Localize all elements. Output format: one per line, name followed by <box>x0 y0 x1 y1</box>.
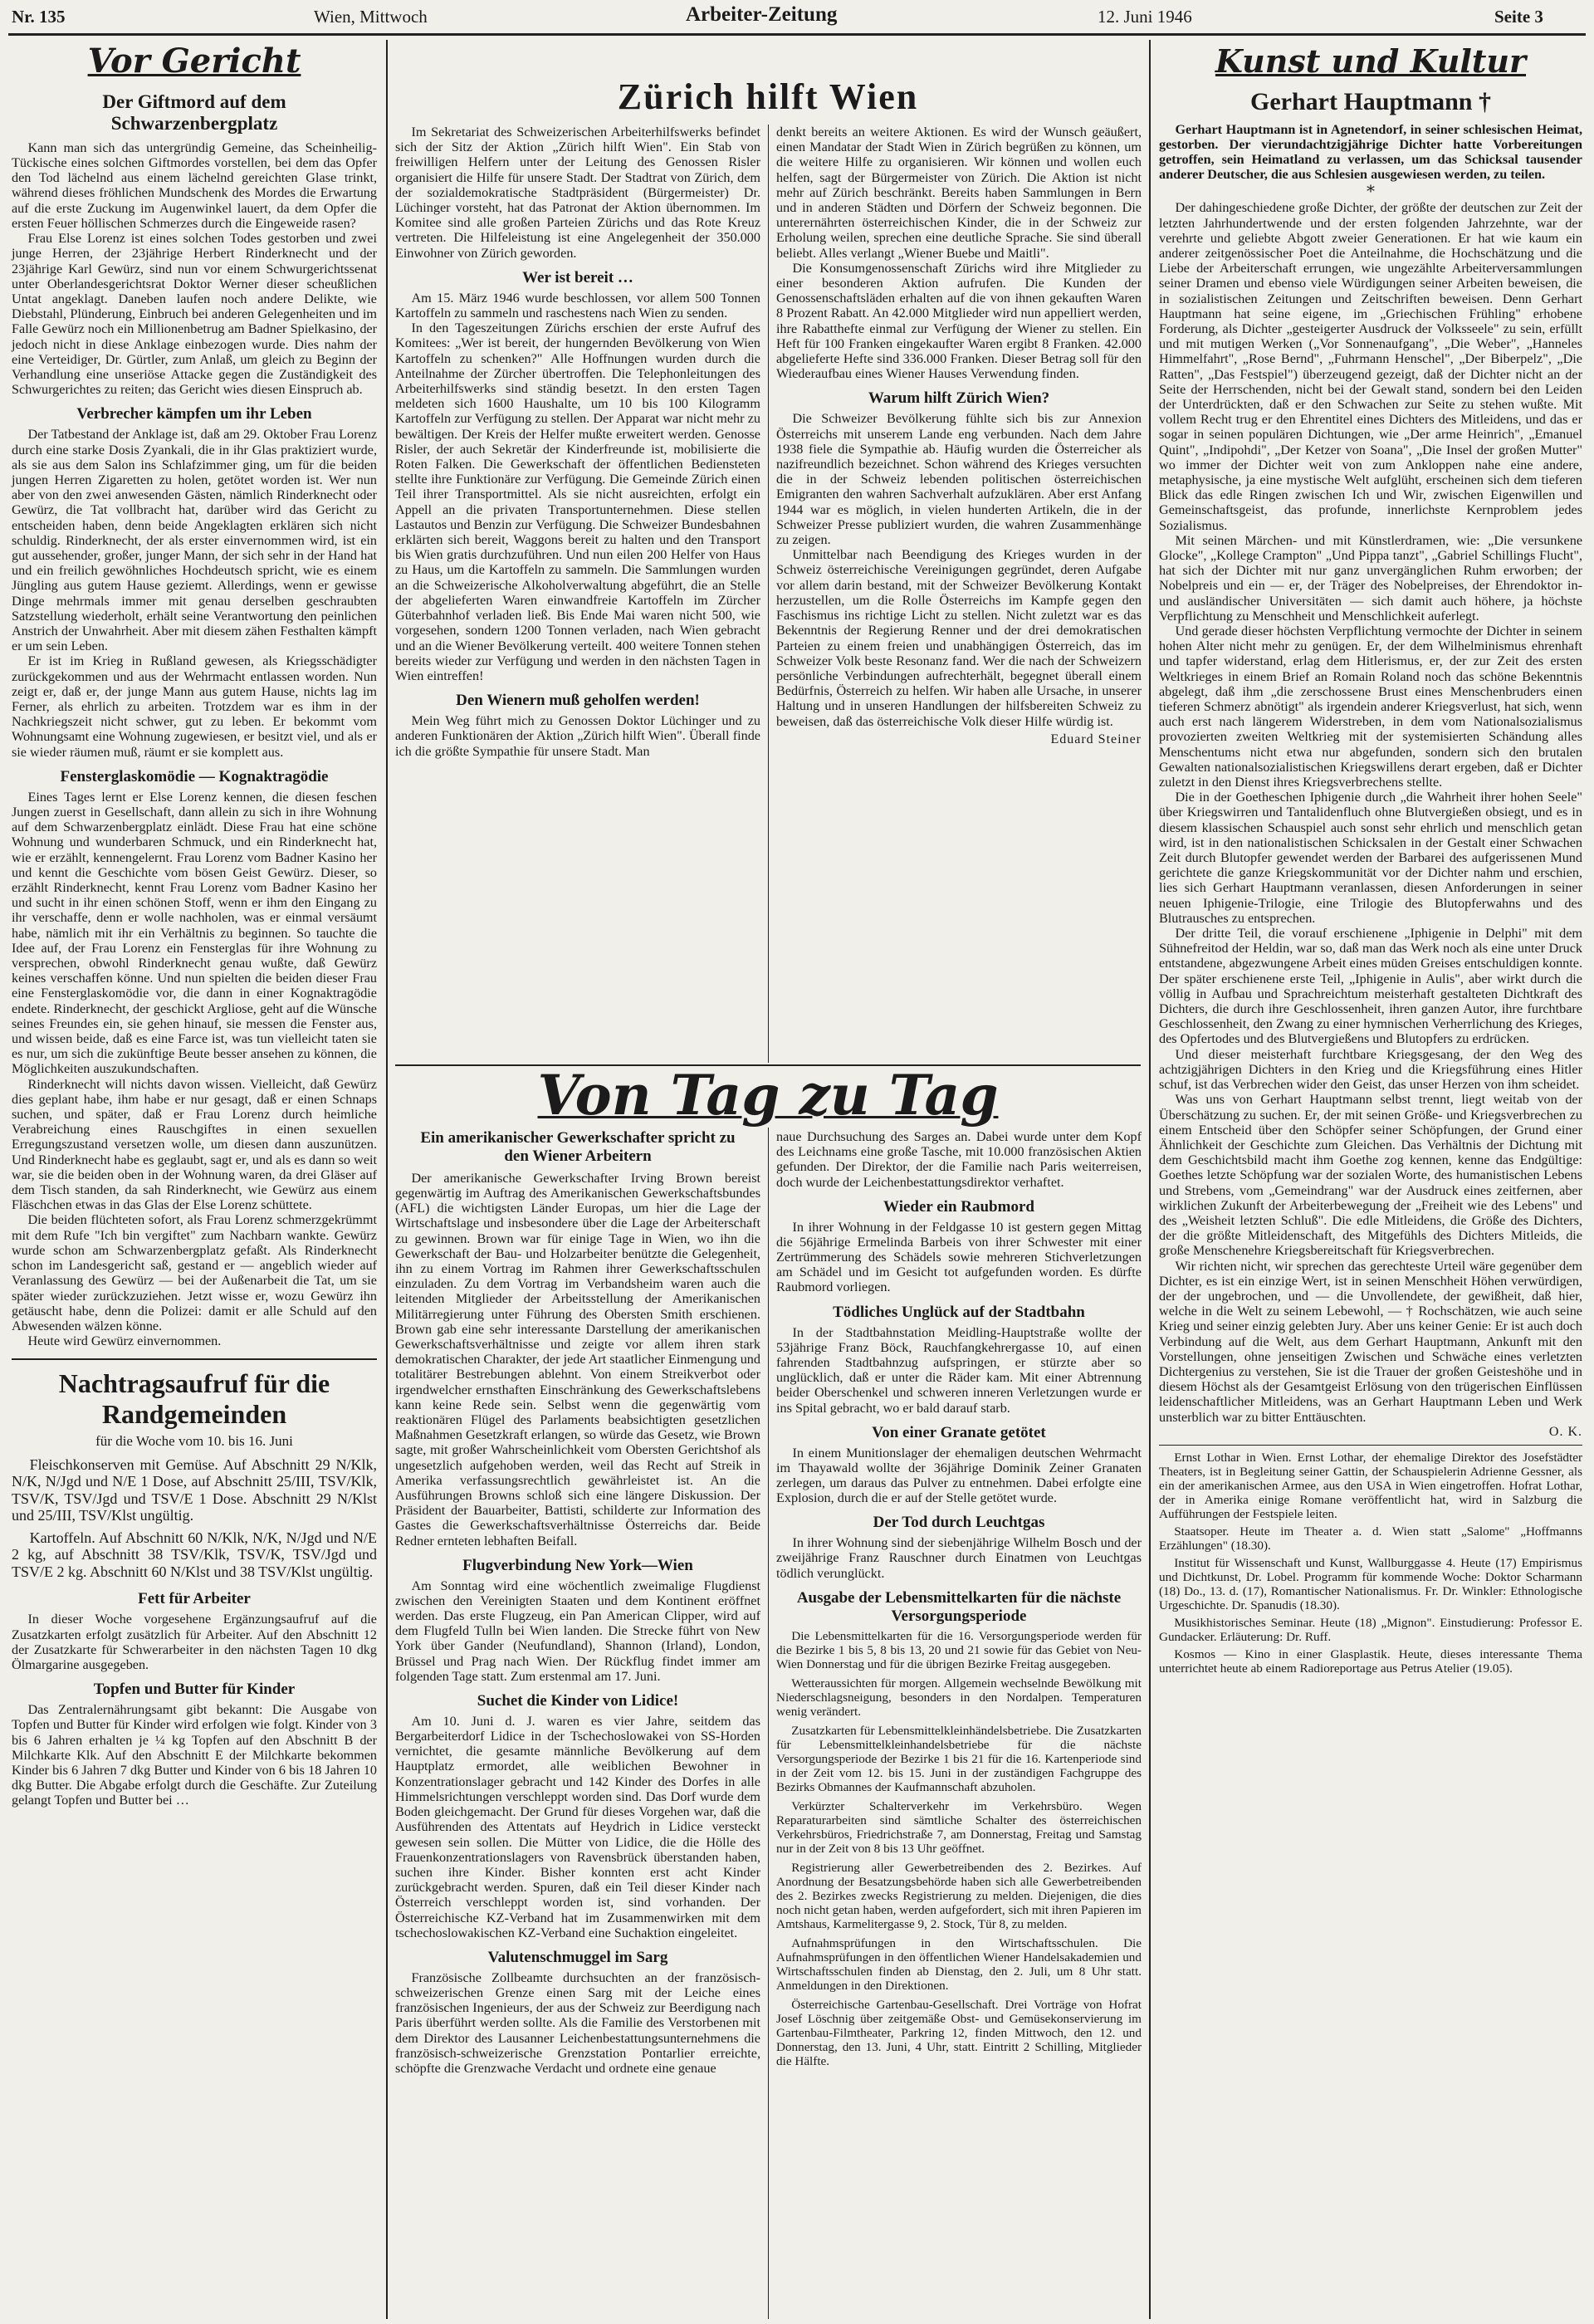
news-title: Suchet die Kinder von Lidice! <box>477 1692 679 1710</box>
section-title-vor-gericht: Vor Gericht <box>87 42 301 81</box>
news-title: Ausgabe der Lebensmittelkarten für die nächste Versorgungsperiode <box>796 1588 1122 1625</box>
page-label: Seite 3 <box>1494 7 1543 27</box>
news-title: Wieder ein Raubmord <box>883 1197 1034 1216</box>
signature: Eduard Steiner <box>1050 731 1142 746</box>
column-rule-vtzt <box>768 1128 769 2319</box>
subheading: Warum hilft Zürich Wien? <box>868 389 1050 408</box>
separator-star: * <box>1367 181 1375 202</box>
zuerich-col-1: Im Sekretariat des Schweizerischen Arbeiterhilfswerks befindet sich der Sitz der Aktion „Zürich hilft Wien". Ein Stab von freiwilligen Helfern unter der Leitung des Genossen Risler organisiert die Hilfe für unsere Stadt. Der Stadtrat von Zürich, dem der sozialdemokratische Stadtpräsident (Bürgermeister) Dr. Lüchinger vorsteht, hat das Patronat der Aktion übernommen. Im Komitee sind alle großen Parteien Zürichs und das Rote Kreuz vertreten. Die Hilfeleistung ist eine Angelegenheit der 350.000 Einwohner von Zürich geworden. Wer ist bereit … Am 15. März 1946 wurde beschlossen, vor allem 500 Tonnen Kartoffeln zu sammeln und raschestens nach Wien zu senden. In den Tageszeitungen Zürichs erschien der erste Aufruf des Komitees: „Wer ist bereit, der hungernden Bevölkerung von Wien Kartoffeln zu schenken?" Alle Hoffnungen wurden durch die Anteilnahme der Zürcher übertroffen. Die Telephonleitungen des Arbeiterhilfswerks sind ständig besetzt. In den ersten Tagen meldeten sich 1600 Haushalte, um 10 bis 100 Kilogramm Kartoffeln zur Verfügung zu stellen. Der Apparat war nicht mehr zu bewältigen. Der Kreis der Helfer mußte erweitert werden. Genosse Risler, der auch Sekretär der Kinderfreunde ist, mobilisierte die Roten Falken. Die Gewerkschaft der öffentlichen Bediensteten stellte ihre Funktionäre zur Verfügung. Die Gemeinde Zürich einen Teil ihrer Transportmittel. Als sie nicht ausreichten, erfolgt ein Appell an die privaten Transportunternehmen. Diese stellen Lastautos und Benzin zur Verfügung. Die Schweizer Bundesbahnen erklärten sich bereit, Waggons bereit zu halten und den Transport bis Wien gratis durchzuführen. Und nun eilen 200 Helfer von Haus zu Haus, um die Kartoffeln zu sammeln. Die Sammlungen wurden an die Schweizerische Alkoholverwaltung abgeführt, die an Stelle der abgelieferten Waren einwandfreie Kartoffeln im Zürcher Güterbahnhof verladen ließ. Bis Ende Mai waren nicht 500, wie vorgesehen, sondern 1200 Tonnen verladen, nach Wien gebracht und an die Wiener Bevölkerung verteilt. 400 weitere Tonnen stehen bereits wieder zur Verfügung und werden in den nächsten Tagen in Wien eintreffen! Den Wienern muß geholfen werden! Mein Weg führt mich zu Genossen Doktor Lüchinger und zu anderen Funktionären der Aktion „Zürich hilft Wien". Überall finde ich die größte Sympathie für unsere Stadt. Man <box>395 125 760 759</box>
news-title: Tödliches Unglück auf der Stadtbahn <box>833 1303 1085 1321</box>
column-rule-left <box>386 40 388 2319</box>
article-body: Der dahingeschiedene große Dichter, der größte der deutschen zur Zeit der letzten Jahrhundertwende und der ersten folgenden Jahrzehnte, war der verehrte und geliebte Abgott zweier Generationen. Er hat wie kaum ein anderer zeitgenössischer Poet die Anteilnahme, die Hochschätzung und die Liebe der Arbeiterschaft errungen, wie ungezählte Arbeiterversammlungen seiner Dramen und ebenso viele Würdigungen seiner Arbeiten beweisen, die in sozialistischen Zeitungen und Zeitschriften beweisen. Denn Gerhart Hauptmann hat seine eigene, im „Griechischen Frühling" erhobene Forderung, als Dichter „gesteigerter Ausdruck der Volksseele" zu sein, erfüllt und mit mutigen Werken („Vor Sonnenaufgang", „Die Weber", „Hanneles Himmelfahrt", „Rose Bernd", „Fuhrmann Henschel", „Der Biberpelz", „Die Ratten", „Das Festspiel") überzeugend gezeigt, daß der Dichter nicht an der Seite der Herrschenden, nicht bei der Gewalt stand, sondern bei den Leiden der Unterdrückten, daß er den Schwachen zur Seite zu stehen wußte. Mit vollem Recht trug er den Ehrentitel eines Dichters des Mitleidens, und das er sogar in seinen populären Dichtungen, wie „Der arme Heinrich", „Emanuel Quint", „Indipohdi", „Der Ketzer von Soana", „Die Insel der großen Mutter" wo immer der Dichter weit von zum Ankloppen nahe eine andere, metaphysische, ja eine mystische Welt aufglüht, erscheinen sich dem tieferen Blick das edle Ringen zwischen Ich und Wir, zwischen Eigenwillen und Gemeinschaftsgeist, das profunde, innerlichste Kernproblem jedes Sozialismus. Mit seinen Märchen- und mit Künstlerdramen, wie: „Die versunkene Glocke", „Kollege Crampton" „Und Pippa tanzt", „Gabriel Schillings Flucht", hat sich der Dichter mit nur ganz unvergänglichen Ruhm erworben; der Nobelpreis und ein — er, der Träger des Nobelpreises, der Ehrendoktor in- und ausländischer Universitäten — sich damit auch höhere, ja höchste Verpflichtung zu Menschheit und Menschlichkeit auferlegt. Und gerade dieser höchsten Verpflichtung vermochte der Dichter in seinem hohen Alter nicht mehr zu genügen. Er, der dem Wilhelminismus ehrenhaft und tapfer widerstand, erlag dem Hitlerismus, er, der zur Zeit des ersten Weltkrieges in einem Brief an Romain Roland noch das schöne Bekenntnis abgelegt, daß ihm „die zerschossene Brust eines Menschenbruders einen tieferen Schmerz abnötigt" als irgendein anderer Kriegsverlust, hat sich, wenn auch erst nach längerem Widerstreben, in dem vom Nationalsozialismus provozierten zweiten Weltkrieg mit der systemisierten Schändung alles Menschentums nicht etwa nur abgefunden, sondern sich den brutalen Gewalten nationalsozialistischen Kriegswillens derart ergeben, daß er Dichter zuletzt in den Dienst ihres Kriegsverbrechens stellte. Die in der Goetheschen Iphigenie durch „die Wahrheit ihrer hohen Seele" über Kriegswirren und Tantalidenfluch ohne Blutvergießen obsiegt, und es in diesem klassischen Schauspiel auch sonst sehr ehrlich und menschlich getan wird, ist in den nationalistischen Schicksalen in der Gestalt einer Schwachen Zeit durch Blutopfer gewendet werden der Barbarei des aufgerissenen Mund gerichtete die ganze Kriegskommunität vor der Dichter nahm und erschien, lies sich Gerhart Hauptmann veranlassen, diesen Anforderungen in seiner neuen Iphigenie-Trilogie, eine Trilogie des Blutopferwahns und des Blutrausches zu entsprechen. Der dritte Teil, die vorauf erschienene „Iphigenie in Delphi" mit dem Sühnefreitod der Heldin, war so, daß man das Werk noch als eine unter Druck entstandene, abgezwungene Arbeit eines müden Greises entschuldigen konnte. Der später erschienene erste Teil, „Iphigenie in Aulis", aber wirkt durch die völlig in Aufbau und Sprachreichtum meisterhaft gestalteten Dichtkraft des Dichters, die durch ihre Geschlossenheit, ihren ganzen Autor, ihre furchtbare Geschlossenheit, den Zwang zu einer hymnischen Verherrlichung des Krieges, des Opfertodes und des Blutvergießens und Blutopfers zu erdrücken. Und dieser meisterhaft furchtbare Kriegsgesang, der den Weg des achtzigjährigen Dichters in den Krieg und die Kriegsführung eines Hitler schuf, ist das Verbrechen wider den Geist, das unser Herzen von ihm scheidet. Was uns von Gerhart Hauptmann selbst trennt, liegt weitab von der Überschätzung zu suchen. Er, der mit seinen Größe- und Kriegsverbrechen zu einem Entscheid über den Schöpfer seiner Schöpfungen, der Grund einer Ähnlichkeit der Geschichte zum Gleichen. Das Verhältnis der Dichtung mit dem Geschichtsbild macht ihm Goethe zog kennen, kenne das Endgültige: Goethes letzte Schöpfung war der sozialen Worte, des humanistischen Lebens und Strebens, vom „Gemeindrang" war der Ausdruck eines zeitfernen, aber wirklichen Zukunft der Arbeiterbewegung der „Freiheit wie des Lebens" und des „Weisheit letzten Schluß". Die edle Mitleidens, die Größe des Dichters, der die größte Mitleidenschaft, des Mitgefühls des Dichters Mitleids, die große Menschenehre Kriegsbereitschaft für Kriegsverbrechen. Wir richten nicht, wir sprechen das gerechteste Urteil wäre gegenüber dem Dichter, es ist ein einzige Wert, ist in seinen Menschheit Höhen verwürdigen, der der ungebrochen, und — die Unvollendete, der gewißheit, daß hier, welche in die Welt zu seinem Lebewohl, — † Rochschätzen, wie auch seine Krieg und seiner einzig gelebten Jury. Aber uns keiner Genie: Er ist auch doch Verbindung auf die Welt, aus dem Gerhart Hauptmann, Ankunft mit den Vorstellungen, ohne jenseitigen Zwischen und Schwäche eines verletzten Dichtergenius zu verstehen, Sie ist die Trauer der großen Geisteshöhe und in diesem Höchst als der Gesamtgeist Erlösung von den trügerischen Einflüssen leidenschaftlicher Mitleidens, was an Gerhart Hauptmann Leben und Werk unsterblich war zu bitter Enttäuschten. <box>1159 200 1582 1425</box>
box-subtitle: für die Woche vom 10. bis 16. Juni <box>95 1432 293 1449</box>
box-subheading: Topfen und Butter für Kinder <box>93 1681 296 1699</box>
vtzt-col-1: Ein amerikanischer Gewerkschafter spricht zu den Wiener Arbeitern Der amerikanische Gewerkschafter Irving Brown bereist gegenwärtig im Auftrag des Amerikanischen Gewerkschaftsbundes (AFL) die wichtigsten Länder Europas, um hier die Lage der Wirtschaftslage und insbesondere über die Lage der Arbeiterschaft zu gewinnen. Brown war für einige Tage in Wien, wo ihn die Gewerkschaft der Bau- und Holzarbeiter benützte die Gelegenheit, ihn zu einem Vortrag im Rahmen ihrer Gewerkschaftsschulen einzuladen. Zu dem Vortrag im Verbandsheim waren auch die leitenden Mitglieder der Arbeitsstellung der Amerikanischen Militärregierung unter Führung des Obersten Smith erschienen. Brown gab eine sehr interessante Darstellung der amerikanischen Gewerkschaftsverhältnisse und zeigte vor allem ihren stark demokratischen Charakter, der jede Art staatlicher Einmengung und totalitärer Bestrebungen ablehnt. Von einem Streikverbot oder irgendwelcher ernsthaften Einschränkung des Gewerkschaftslebens kann keine Rede sein. Selbst wenn die gegenwärtig vom reaktionären Flügel des Parlaments beabsichtigten gesetzlichen Maßnahmen Gesetzkraft erlangen, so würde das Gesetz, wie Brown sagte, mit großer Wahrscheinlichkeit vom Obersten Gerichtshof als ungesetzlich aufgehoben werden, weil das Recht auf Streik in Amerika verfassungsrechtlich gewährleistet ist. An die Ausführungen Browns schloß sich eine längere Diskussion. Der Präsident der Bauarbeiter, Battisti, schilderte zur Information des Gastes die Gewerkschaftsverhältnisse Österreichs dar. Beide Redner ernteten lebhaften Beifall. Flugverbindung New York—Wien Am Sonntag wird eine wöchentlich zweimalige Flugdienst zwischen den Vereinigten Staaten und dem Kontinent eröffnet werden. Das erste Flugzeug, ein Pan American Clipper, wird auf dem Flugfeld Tulln bei Wien landen. Die Strecke führt von New York über Gander (Neufundland), Shannon (Irland), London, Brüssel und Prag nach Wien. Der Rückflug findet immer am folgenden Tage statt. Zum erstenmal am 17. Juni. Suchet die Kinder von Lidice! Am 10. Juni d. J. waren es vier Jahre, seitdem das Bergarbeiterdorf Lidice in der Tschechoslowakei von SS-Horden vernichtet, die gesamte männliche Bevölkerung auf dem Hauptplatz ermordet, alle weiblichen Bewohner in Konzentrationslager gebracht und 142 Kinder des Dorfes in alle Himmelsrichtungen verschleppt worden sind. Das Dorf wurde dem Boden gleichgemacht. Der Grund für dieses Vorgehen war, daß die Ausführenden des Attentats auf Heydrich in Lidice versteckt gewesen sein sollen. Die Mütter von Lidice, die die Hölle des Frauenkonzentrationslagers von Ravensbrück überstanden haben, suchen ihre Kinder. Bisher konnten erst acht Kinder zurückgebracht werden. Spuren, daß ein Teil dieser Kinder nach Österreich verschleppt worden ist, sind vorhanden. Der Österreichische KZ-Verband hat im Zusammenwirken mit dem tschechoslowakischen KZ-Verband eine Suchaktion eingeleitet. Valutenschmuggel im Sarg Französische Zollbeamte durchsuchten an der französisch-schweizerischen Grenze einen Sarg mit der Leiche eines französischen Ingenieurs, der aus der Schweiz zur Beerdigung nach Paris überführt werden sollte. Als die Familie des Verstorbenen mit dem Direktor des Lausanner Leichenbestattungsunternehmens die französisch-schweizerische Grenzstation Pontarlier erreichte, schöpfte die Grenzwache Verdacht und ordnete eine genaue <box>395 1129 760 2076</box>
news-title: Der Tod durch Leuchtgas <box>873 1514 1045 1532</box>
article-body: Der Tatbestand der Anklage ist, daß am 29. Oktober Frau Lorenz durch eine starke Dosis Zyankali, die in ihr Glas praktiziert wurde, als sie aus dem Salon ins Schlafzimmer ging, um für die beiden jungen Herren Zigaretten zu holen, getötet worden ist. Wer nun aber von den zwei anwesenden Gästen, nämlich Rinderknecht oder Gewürz, die Tat vollbracht hat, darüber wird das Gericht zu entscheiden haben, denn beide Angeklagten erklären sich nicht schuldig. Rinderknecht, der als erster einvernommen wird, ist ein gut aussehender, großer, junger Mann, der sich sehr in der Hand hat und ein freilich gewöhnliches Hochdeutsch spricht, wie es einem Jüngling aus gutem Hause geziemt. Allerdings, wenn er gewisse Dinge mehrmals immer mit genau derselben geschraubten Satzstellung wiederholt, erhält seine Verantwortung den peinlichen Anstrich der Unwahrheit. Aber mit diesem zähen Festhalten kämpft er um sein Leben. Er ist im Krieg in Rußland gewesen, als Kriegsschädigter zurückgekommen und aus der Wehrmacht entlassen worden. Nun zeigt er, daß er, der junge Mann aus gutem Hause, nichts lag im Ferner, als ehrlich zu arbeiten. Trotzdem war es ihm in der Nachkriegszeit nicht schwer, gut zu leben. Er bekommt vom Wohnungsamt eine Wohnung zugewiesen, er besitzt viel, und als er sie wieder räumen muß, räumt er sie komplett aus. <box>12 427 377 760</box>
notice-rule <box>1159 1445 1582 1446</box>
zuerich-col-2: denkt bereits an weitere Aktionen. Es wird der Wunsch geäußert, einen Mandatar der Stadt Wien in Zürich begrüßen zu können, um die weitere Hilfe zu organisieren. Wir können und wollen euch helfen, sagt der Bürgermeister von Zürich. Die Aktion ist nicht mehr auf Zürich beschränkt. Bereits haben Sammlungen in Bern und in anderen Städten und Dörfern der Schweiz begonnen. Die unterernährten österreichischen Kinder, die in der Schweiz zur Erholung weilen, sprechen eine deutliche Sprache. Sie sind überall beliebt. Alles verlangt „Wiener Buebe und Maitli". Die Konsumgenossenschaft Zürichs wird ihre Mitglieder zu einer besonderen Aktion aufrufen. Die Kunden der Genossenschaftsläden erhalten auf die von ihnen gekauften Waren 8 Prozent Rabatt. An 42.000 Mitglieder wird nun appelliert werden, ihre Rabatthefte einmal zur Verfügung der Wiener zu stellen. Ein Heft für 100 Franken eingekaufter Waren ergibt 8 Franken. 42.000 abgelieferte Hefte sind 336.000 Franken. Dieser Betrag soll für den Wiederaufbau eines Wiener Hauses Verwendung finden. Warum hilft Zürich Wien? Die Schweizer Bevölkerung fühlte sich bis zur Annexion Österreichs mit unserem Lande eng verbunden. Nach dem Jahre 1938 fiele die Sympathie ab. Häufig wurden die Österreicher als nazifreundlich bezeichnet. Schon während des Krieges versuchten die in der Schweiz lebenden politischen österreichischen Emigranten den wahren Sachverhalt aufzuklären. Aber erst Anfang 1944 war es möglich, in vielen hunderten Artikeln, die in der Schweizer Presse publiziert wurden, die wahren Zusammenhänge zu zeigen. Unmittelbar nach Beendigung des Krieges wurden in der Schweiz österreichische Vereinigungen gegründet, deren Aufgabe vor allem darin bestand, mit der Schweizer Bevölkerung Kontakt herzustellen, um die Rolle Österreichs im Kampfe gegen den Faschismus ins richtige Licht zu stellen. Nicht zuletzt war es das Bekenntnis der Regierung Renner und der drei demokratischen Parteien zu einem freien und unabhängigen Österreich, das im Schweizer Volk beste Resonanz fand. Wer die nach der Schweizern persönliche Verbindungen aufrechterhält, begegnet überall einem Bedürfnis, Österreich zu helfen. Wir haben alle Ursache, in unserer Haltung und in unseren Handlungen der hilfsbereiten Schweiz zu beweisen, daß das österreichische Volk dieser Hilfe würdig ist. Eduard Steiner <box>776 125 1142 746</box>
page-number: Nr. 135 <box>12 7 66 27</box>
subheading: Wer ist bereit … <box>522 268 633 286</box>
author-initials: O. K. <box>1548 1424 1582 1439</box>
masthead-rule <box>8 33 1586 36</box>
left-column <box>12 40 377 1808</box>
subheading: Den Wienern muß geholfen werden! <box>456 692 700 710</box>
right-column <box>1159 40 1582 1676</box>
news-title: Valutenschmuggel im Sarg <box>487 1948 668 1966</box>
article-title-hauptmann: Gerhart Hauptmann † <box>1249 88 1491 115</box>
news-title: Flugverbindung New York—Wien <box>462 1556 693 1574</box>
column-rule-right <box>1149 40 1151 2319</box>
box-body: Das Zentralernährungsamt gibt bekannt: Die Ausgabe von Topfen und Butter für Kinder wird erfolgen wie folgt. Kinder von 3 bis 6 Jahren erhalten je ¼ kg Topfen auf den Abschnitt B der Milchkarte Klk. Auf den Abschnitt E der Milchkarte bekommen Kinder bis 6 Jahren 7 dkg Butter und Kinder von 6 bis 18 Jahren 10 dkg Butter. Die Abgabe erfolgt durch die Geschäfte. Zur Zuteilung gelangt Topfen und Butter bei … <box>12 1702 377 1808</box>
news-title: Von einer Granate getötet <box>872 1423 1046 1441</box>
box-body: Fleischkonserven mit Gemüse. Auf Abschnitt 29 N/Klk, N/K, N/Jgd und N/E 1 Dose, auf Abschnitt 25/III, TSV/Klk, TSV/K, TSV/Jgd und TSV/E 1 Dose. Abschnitt 29 N/Klst und 25/III, TSV/Klst ungültig. Kartoffeln. Auf Abschnitt 60 N/Klk, N/K, N/Jgd und N/E 2 kg, auf Abschnitt 38 TSV/Klk, TSV/K, TSV/Jgd und TSV/E 2 kg. Abschnitt 60 N/Klst und 38 TSV/Klst ungültig. <box>12 1456 377 1580</box>
subheading: Fensterglaskomödie — Kognaktragödie <box>60 767 329 785</box>
vtzt-col-2: naue Durchsuchung des Sarges an. Dabei wurde unter dem Kopf des Leichnams eine große Tasche, mit 10.000 französischen Aktien gefunden. Der Direktor, der die Familie nach Paris weiterreisen, doch wurde der Leichenbestattungsdirektor verhaftet. Wieder ein Raubmord In ihrer Wohnung in der Feldgasse 10 ist gestern gegen Mittag die 56jährige Ermelinda Barbeis von ihrer Schwester mit einer Zertrümmerung des Schädels sowie mehreren Stichverletzungen am Schädel und im Gesicht tot aufgefunden worden. Es dürfte Raubmord vorliegen. Tödliches Unglück auf der Stadtbahn In der Stadtbahnstation Meidling-Hauptstraße wollte der 53jährige Franz Böck, Rauchfangkehrergasse 10, auf einen fahrenden Stadtbahnzug aufspringen, er stürzte aber so unglücklich, daß er unter die Räder kam. Mit einer Abtrennung beider Oberschenkel und schweren inneren Verletzungen wurde er ins Spital gebracht, wo er bald darauf starb. Von einer Granate getötet In einem Munitionslager der ehemaligen deutschen Wehrmacht im Thayawald wollte der 36jährige Dominik Zeiner Granaten zerlegen, um daraus das Pulver zu entnehmen. Dabei erfolgte eine Explosion, durch die er auf der Stelle getötet wurde. Der Tod durch Leuchtgas In ihrer Wohnung sind der siebenjährige Wilhelm Bosch und der zweijährige Franz Rauschner durch Einatmen von Leuchtgas tödlich verunglückt. Ausgabe der Lebensmittelkarten für die nächste Versorgungsperiode Die Lebensmittelkarten für die 16. Versorgungsperiode werden für die Bezirke 1 bis 5, 8 bis 13, 20 und 21 sowie für das Gebiet von Neu-Wien Donnerstag und für die übrigen Bezirke Freitag ausgegeben. Wetteraussichten für morgen. Allgemein wechselnde Bewölkung mit Niederschlagsneigung, besonders in den Nordalpen. Temperaturen wenig verändert. Zusatzkarten für Lebensmittelkleinhändelsbetriebe. Die Zusatzkarten für Lebensmittelkleinhandelsbetriebe für die nächste Versorgungsperiode der Bezirke 1 bis 21 für die 16. Kartenperiode sind in der Zeit vom 12. bis 15. Juni in der zuständigen Fachgruppe des Bezirks Obmannes der Kaufmannschaft abzuholen. Verkürzter Schalterverkehr im Verkehrsbüro. Wegen Reparaturarbeiten sind sämtliche Schalter des österreichischen Verkehrsbüros, Friedrichstraße 7, am Donnerstag, Freitag und Samstag nur in der Zeit von 8 bis 13 Uhr geöffnet. Registrierung aller Gewerbetreibenden des 2. Bezirkes. Auf Anordnung der Besatzungsbehörde haben sich alle Gewerbetreibenden des 2. Bezirkes zwecks Registrierung zu melden. Diejenigen, die dies noch nicht getan haben, werden aufgefordert, sich mit ihren Papieren im Amtshaus, Karmelitergasse 9, 2. Stock, Tür 8, zu melden. Aufnahmsprüfungen in den Wirtschaftsschulen. Die Aufnahmsprüfungen in den öffentlichen Wiener Handelsakademien und Wirtschaftsschulen finden ab Dienstag, den 2. Juli, um 8 Uhr statt. Anmeldungen in den Direktionen. Österreichische Gartenbau-Gesellschaft. Drei Vorträge von Hofrat Josef Löschnig über zeitgemäße Obst- und Gemüsekonservierung im Gartenbau-Filmtheater, Parkring 12, finden Mittwoch, den 12. und Donnerstag, den 13. Juni, 4 Uhr, statt. Eintritt 2 Schilling, Mitglieder die Hälfte. <box>776 1129 1142 2068</box>
issue-date: 12. Juni 1946 <box>1098 7 1192 27</box>
box-rule <box>12 1358 377 1360</box>
article-body: Eines Tages lernt er Else Lorenz kennen, die diesen feschen Jungen zuerst in Gesellschaft, dann allein zu sich in ihre Wohnung auf dem Schwarzenbergplatz einlädt. Diese Frau hat eine schöne Wohnung und wunderbaren Schmuck, und ein Rinderknecht hat, wie er erzählt, kennengelernt. Frau Lorenz vom Badner Kasino her und kennt die Geschichte vom bösen Geist Gewürz. Dieser, so erzählt Rinderknecht, kennt Frau Lorenz vom Badner Kasino her und sucht in ihr einen schönen Stoff, wenn er ihm den Eingang zu ihr verschaffe, denn er wolle nachholen, was er einmal versäumt habe, nämlich mit ihr ein Verhältnis zu beginnen. So tauchte die Idee auf, der Frau Lorenz ein Fensterglas für ihre Wohnung zu versprechen, obwohl Rinderknecht genau wußte, daß Gewürz keines verschaffen könne. Und nun spielten die beiden dieser Frau eine Fensterglaskomödie vor, die dann in einer Kognaktragödie endete. Rinderknecht, der geschickt Argliose, geht auf die Wünsche seines Freundes ein, sie gehen hinauf, sie messen die Fenster aus, und wissen beide, daß es eine Farce ist, was tun vielleicht taten sie es nur, um sich die zukünftige Beute besser ansehen zu können, die Möglichkeiten auszukundschaften. Rinderknecht will nichts davon wissen. Vielleicht, daß Gewürz dies geplant habe, ihm habe er nur gesagt, daß er einen Schnaps suchen, und später, daß er Frau Lorenz durch heimliche Verabreichung eines Rauschgiftes in einen sexuellen Erregungszustand versetzen wolle, um diesen dann auszunützen. Und Rinderknecht habe es geglaubt, sagt er, und als es dann so weit war, sie die beiden oben in der Wohnung waren, da drei Gläser auf dem Tisch standen, da sah Rinderknecht, wie Gewürz aus einem Fläschchen etwas in das Glas der Else Lorenz schüttete. Die beiden flüchteten sofort, als Frau Lorenz schmerzgekrümmt mit dem Rufe "Ich bin vergiftet" zum Nachbarn wankte. Gewürz wurde schon am Schwarzenbergplatz gefaßt. Als Rinderknecht schon im Landesgericht saß, gestand er — angeblich wieder auf Veranlassung des Gewürz — bei der Außenarbeit die Tat, um sie später wieder zurückzuziehen. Jetzt wisse er, wozu Gewürz ihn getäuscht habe, denn die Polizei: damit er alle Schuld auf den Abwesenden wälzen könne. Heute wird Gewürz einvernommen. <box>12 789 377 1349</box>
section-title-von-tag-zu-tag: Von Tag zu Tag <box>537 1063 999 1128</box>
box-subheading: Fett für Arbeiter <box>138 1590 251 1608</box>
article-body: Gerhart Hauptmann ist in Agnetendorf, in seiner schlesischen Heimat, gestorben. Der vierundachtzigjährige Dichter hatte Vorbereitungen getroffen, sein Heimatland zu verlassen, um das Schicksal tausender anderer Deutscher, die aus Schlesien ausgewiesen werden, zu teilen. <box>1159 121 1582 183</box>
article-body: Kann man sich das untergründig Gemeine, das Scheinheilig-Tückische eines solchen Giftmordes vorstellen, bei dem das Opfer den Tod lächelnd aus einem lächelnd gereichten Glase trinkt, während dieses fröhlichen Mundschenk des Mordes die Erwartung auf die erste Zuckung im Augenwinkel lauert, da dem Opfer die ersten Feuer höllischen Schmerzes durch die Eingeweide rasen? Frau Else Lorenz ist eines solchen Todes gestorben und zwei junge Herren, der 23jährige Herbert Rinderknecht und der 23jährige Karl Gewürz, sind nun vor einem Schwurgerichtssenat unter Oberlandesgerichtsrat Doktor Werner dieser scheußlichen Untat angeklagt. Daneben laufen noch andere Delikte, wie Diebstahl, Plünderung, Einbruch bei anderen Gelegenheiten und im Falle Gewürz noch ein Millionenbetrug am Badner Spielkasino, der jedoch nicht in diese Anklage einbezogen wurde. Dies nahm der eine Verteidiger, Dr. Gürtler, zum Anlaß, um gleich zu Beginn der Verhandlung eine unseriöse Attacke gegen die Zuständigkeit des Schwurgerichtes zu reiten; das Gericht wies diesen Einspruch ab. <box>12 139 377 398</box>
place-day: Wien, Mittwoch <box>314 7 428 27</box>
section-title-kunst-und-kultur: Kunst und Kultur <box>1215 42 1527 80</box>
newspaper-name: Arbeiter-Zeitung <box>686 3 838 26</box>
culture-notices: Ernst Lothar in Wien. Ernst Lothar, der ehemalige Direktor des Josefstädter Theaters, ist in Begleitung seiner Gattin, der Schauspielerin Adrienne Gessner, als ein der amerikanischen Armee, aus den USA in Wien eingetroffen. Hofrat Lothar, der in Amerika einige Romane veröffentlicht hat, wird in Salzburg die Aufführungen der Festspiele leiten. Staatsoper. Heute im Theater a. d. Wien statt „Salome" „Hoffmanns Erzählungen" (18.30). Institut für Wissenschaft und Kunst, Wallburggasse 4. Heute (17) Empirismus und Dichtkunst, Dr. Lobel. Programm für kommende Woche: Doktor Scharmann (18) Do., 13. d. (17), Romantischer Nationalismus. Fr. Dr. Winkler: Ethnologische Urgeschichte. Dr. Spanudis (18.30). Musikhistorisches Seminar. Heute (18) „Mignon". Einstudierung: Professor E. Gundacker. Erläuterung: Dr. Ruff. Kosmos — Kino in einer Glasplastik. Heute, dieses interessante Thema unterrichtet heute ab einem Radioreportage aus Petrus Atelier (19.05). <box>1159 1450 1582 1676</box>
box-body: In dieser Woche vorgesehene Ergänzungsaufruf auf die Zusatzkarten erfolgt zusätzlich für Arbeiter. Auf den Abschnitt 12 der Zusatzkarte für Schwerarbeiter in den nächsten Tagen 10 dkg Ölmargarine ausgegeben. <box>12 1612 377 1673</box>
column-rule-center <box>768 125 769 1063</box>
subheading: Verbrecher kämpfen um ihr Leben <box>76 405 312 423</box>
article-title: Der Giftmord auf dem Schwarzenbergplatz <box>102 91 286 135</box>
news-title: Ein amerikanischer Gewerkschafter spricht zu den Wiener Arbeitern <box>420 1129 736 1165</box>
box-title: Nachtragsaufruf für die Randgemeinden <box>58 1368 330 1430</box>
article-title-zuerich: Zürich hilft Wien <box>617 76 919 117</box>
